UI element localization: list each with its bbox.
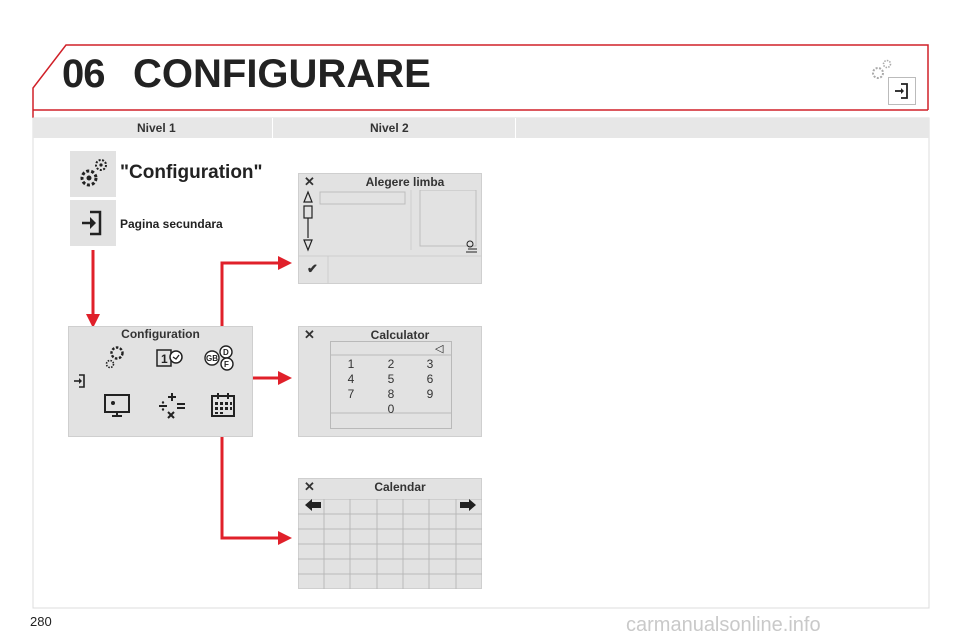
chapter-number: 06	[62, 52, 105, 96]
language-close-icon[interactable]: ✕	[304, 174, 315, 189]
level-1-label: Nivel 1	[137, 121, 176, 135]
flag-f: F	[224, 360, 229, 369]
configuration-title: "Configuration"	[120, 162, 263, 183]
calc-key-5[interactable]: 5	[387, 372, 395, 386]
page-number: 280	[30, 614, 52, 629]
scroll-thumb	[304, 206, 312, 218]
flag-gb: GB	[206, 354, 218, 363]
language-flags-icon[interactable]	[202, 344, 238, 372]
display-brightness-icon[interactable]	[102, 392, 132, 420]
calendar-next-icon[interactable]	[459, 497, 477, 513]
scroll-down-icon	[304, 240, 312, 250]
header-secondary-page-icon	[888, 77, 916, 105]
level-2-label: Nivel 2	[370, 121, 409, 135]
confirm-icon[interactable]: ✔	[307, 261, 318, 276]
scroll-up-icon	[304, 192, 312, 202]
calculator-icon[interactable]	[157, 390, 187, 420]
watermark: carmanualsonline.info	[626, 614, 821, 636]
level-divider	[272, 118, 273, 138]
time-format-digit: 1	[161, 352, 168, 366]
calc-key-9[interactable]: 9	[426, 387, 434, 401]
flag-d: D	[223, 348, 229, 357]
language-preview-box	[420, 190, 476, 246]
chapter-title: CONFIGURARE	[133, 52, 431, 96]
calc-key-3[interactable]: 3	[426, 357, 434, 371]
calendar-panel-title: Calendar	[374, 480, 426, 494]
panel-gears-icon[interactable]	[100, 342, 130, 372]
panel-back-icon[interactable]	[72, 372, 88, 390]
secondary-page-icon-box[interactable]	[70, 200, 116, 246]
calc-key-1[interactable]: 1	[347, 357, 355, 371]
calc-key-2[interactable]: 2	[387, 357, 395, 371]
configuration-panel-title: Configuration	[121, 327, 200, 341]
language-panel-content	[298, 190, 482, 284]
configuration-panel	[68, 326, 253, 437]
time-format-icon[interactable]	[155, 345, 185, 371]
calendar-grid	[298, 499, 482, 589]
calendar-close-icon[interactable]: ✕	[304, 479, 315, 494]
gears-icon	[70, 151, 116, 197]
level-divider	[515, 118, 516, 138]
calculator-backspace-icon[interactable]: ◁	[435, 343, 444, 355]
calculator-close-icon[interactable]: ✕	[304, 327, 315, 342]
configuration-icon-box[interactable]	[70, 151, 116, 197]
calendar-prev-icon[interactable]	[304, 497, 322, 513]
calc-key-4[interactable]: 4	[347, 372, 355, 386]
calculator-panel-title: Calculator	[370, 328, 430, 342]
secondary-page-label: Pagina secundara	[120, 217, 223, 231]
calc-key-7[interactable]: 7	[347, 387, 355, 401]
secondary-page-icon	[70, 200, 116, 246]
calc-key-6[interactable]: 6	[426, 372, 434, 386]
calc-key-0[interactable]: 0	[387, 402, 395, 416]
calc-key-8[interactable]: 8	[387, 387, 395, 401]
language-selected-row	[320, 192, 405, 204]
language-panel-title: Alegere limba	[365, 175, 445, 189]
calendar-icon[interactable]	[209, 391, 237, 419]
